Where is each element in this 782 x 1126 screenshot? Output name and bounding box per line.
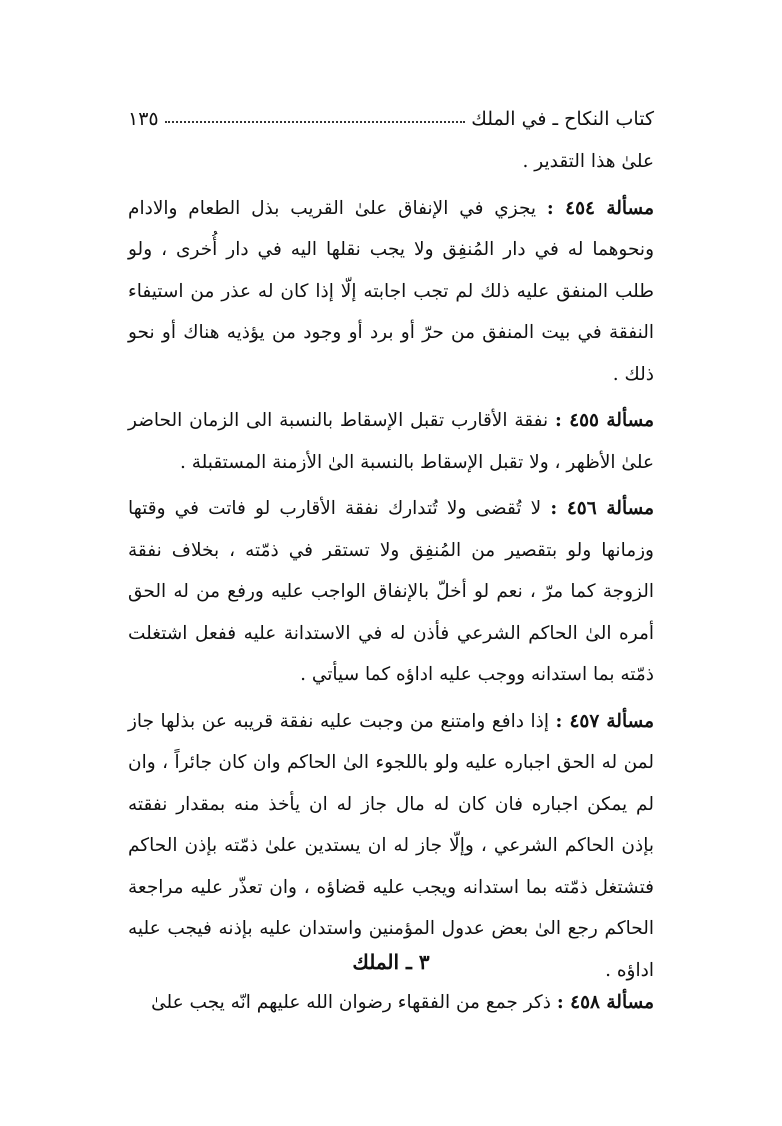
dot-leader xyxy=(165,121,466,123)
masala-text: نفقة الأقارب تقبل الإسقاط بالنسبة الى الزمان الحاضر علىٰ الأظهر ، ولا تقبل الإسقاط بالنسبة الىٰ الأزمنة المستقبلة . xyxy=(128,410,654,473)
masala-text: لا تُقضى ولا تُتدارك نفقة الأقارب لو فاتت في وقتها وزمانها ولو بتقصير من المُنفِق ولا تستقر في ذمّته ، بخلاف نفقة الزوجة كما مرّ ، نعم لو أخلّ بالإنفاق الواجب عليه ورفع من له الحق أمره الىٰ الحاكم الشرعي فأذن له في الاستدانة عليه ففعل اشتغلت ذمّته بما استدانه ووجب عليه اداؤه كما سيأتي . xyxy=(128,498,654,685)
body-text xyxy=(128,141,654,991)
masala-455 xyxy=(128,400,654,483)
section-heading: ٣ ـ الملك xyxy=(352,950,430,974)
masala-454 xyxy=(128,188,654,396)
masala-label: مسألة ٤٥٧ : xyxy=(555,710,654,732)
masala-458 xyxy=(128,982,654,1024)
masala-456 xyxy=(128,488,654,696)
masala-label: مسألة ٤٥٥ : xyxy=(554,410,654,431)
masala-label: مسألة ٤٥٤ : xyxy=(546,197,654,219)
masala-text: ذكر جمع من الفقهاء رضوان الله عليهم انّه يجب علىٰ xyxy=(151,992,551,1013)
masala-text: يجزي في الإنفاق علىٰ القريب بذل الطعام والادام ونحوهما له في دار المُنفِق ولا يجب نقلها اليه في دار أُخرى ، ولو طلب المنفق عليه ذلك لم تجب اجابته إلّا إذا كان له عذر من استيفاء النفقة في بيت المنفق من حرّ أو برد أو وجود من يؤذيه هناك أو نحو ذلك . xyxy=(128,197,654,385)
masala-458-block xyxy=(128,982,654,1024)
masala-text: إذا دافع وامتنع من وجبت عليه نفقة قريبه عن بذلها جاز لمن له الحق اجباره عليه ولو باللجوء الىٰ الحاكم وان كان جائراً ، وان لم يمكن اجباره فان كان له مال جاز له ان يأخذ منه بمقدار نفقته بإذن الحاكم الشرعي ، وإلّا جاز له ان يستدين علىٰ ذمّته بإذن الحاكم فتشتغل ذمّته بما استدانه ويجب عليه قضاؤه ، وان تعذّر عليه مراجعة الحاكم رجع الىٰ بعض عدول المؤمنين واستدان عليه بإذنه فيجب عليه اداؤه . xyxy=(128,710,654,981)
masala-457 xyxy=(128,701,654,992)
page-number: ١٣٥ xyxy=(128,108,159,130)
opening-line: علىٰ هذا التقدير . xyxy=(522,151,654,172)
running-header xyxy=(128,100,654,130)
chapter-title: كتاب النكاح ـ في الملك xyxy=(471,108,654,130)
masala-label: مسألة ٤٥٨ : xyxy=(556,992,654,1013)
masala-label: مسألة ٤٥٦ : xyxy=(550,498,654,519)
